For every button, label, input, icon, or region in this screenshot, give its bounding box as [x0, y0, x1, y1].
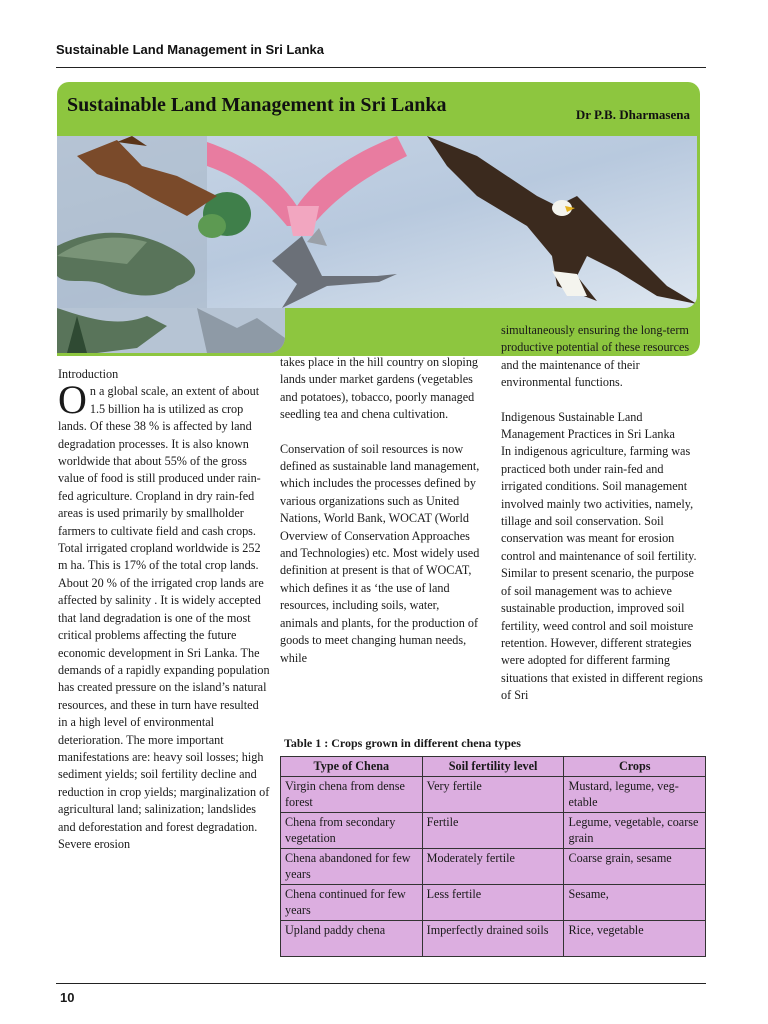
table-cell: Chena abandoned for few years [281, 848, 423, 884]
article-author: Dr P.B. Dharmasena [575, 107, 690, 122]
table-cell: Sesame, [564, 884, 706, 920]
drop-cap: O [58, 377, 87, 423]
table-row [281, 812, 706, 848]
text-column-2 [280, 354, 480, 667]
paragraph: takes place in the hill country on sloping lands under market gardens (vegetables and potatoes), tobacco, poorly managed seedling tea and chena cultivation. [280, 355, 479, 422]
table-header-cell: Soil fertility level [422, 757, 564, 777]
paragraph: Conservation of soil resources is now defined as sustainable land management, which includes the processes defined by various organizations such as United Nations, World Bank, WOCAT (World Overview of Conservation Approaches and Technologies) etc. Most widely used definition at present is that of WOCAT, which defines it as ‘the use of land resources, including soils, water, animals and plants, for the production of goods to meet changing human needs, while [280, 441, 480, 665]
text-column-3 [501, 322, 706, 705]
table-cell: Chena from secondary vegetation [281, 812, 423, 848]
table-header-cell: Type of Chena [281, 757, 423, 777]
table-cell: Very fertile [422, 776, 564, 812]
table-cell: Fertile [422, 812, 564, 848]
table-cell: Coarse grain, sesame [564, 848, 706, 884]
birds-photo-lower [57, 308, 285, 353]
table-cell: Imperfectly drained soils [422, 920, 564, 956]
table-cell: Virgin chena from dense forest [281, 776, 423, 812]
chena-crops-table [280, 756, 706, 957]
birds-photo [57, 136, 697, 308]
table-header-row [281, 757, 706, 777]
table-cell: Mustard, legume, veg-etable [564, 776, 706, 812]
article-title: Sustainable Land Management in Sri Lanka [67, 94, 447, 116]
section-heading-indigenous: Indigenous Sustainable Land Management Practices in Sri Lanka [501, 409, 675, 442]
paragraph: simultaneously ensuring the long-term productive potential of these resources and the maintenance of their environmental functions. [501, 323, 690, 390]
footer-rule [56, 983, 706, 984]
table-caption: Table 1 : Crops grown in different chena types [284, 736, 521, 750]
text-column-1 [58, 366, 270, 853]
table-row [281, 884, 706, 920]
table-header-cell: Crops [564, 757, 706, 777]
page-number: 10 [60, 990, 75, 1005]
table-row [281, 776, 706, 812]
intro-paragraph [58, 377, 270, 853]
section-heading-introduction: Introduction [58, 367, 119, 381]
running-head: Sustainable Land Management in Sri Lanka [56, 42, 325, 57]
title-banner [57, 82, 700, 136]
header-rule [56, 67, 706, 68]
table-cell: Chena continued for few years [281, 884, 423, 920]
table-cell: Upland paddy chena [281, 920, 423, 956]
intro-text: n a global scale, an extent of about 1.5 billion ha is utilized as crop lands. Of these 38 % is affected by land degradation processes. It is also known worldwide that about 55% of the gross value of food is still produced under rain-fed agriculture. Cropland in dry rain-fed areas is used primarily by smallholder farmers to cultivate field and cash crops. Total irrigated cropland worldwide is 252 m ha. This is 17% of the total crop lands. About 20 % of the irrigated crop lands are affected by salinity . It is widely accepted that land degradation is one of the most critical problems affecting the future economic development in Sri Lanka. The demands of a rapidly expanding population has created pressure on the island’s natural resources, and these in turn have resulted in a high level of environmental deterioration. The more important manifestations are: heavy soil losses; high sediment yields; soil fertility decline and reduction in crop yields; marginalization of agricultural land; salinization; landslides and deforestation and forest degradation. Severe erosion [58, 384, 270, 851]
table-cell: Rice, vegetable [564, 920, 706, 956]
table-row [281, 920, 706, 956]
table-cell: Legume, vegetable, coarse grain [564, 812, 706, 848]
table-cell: Less fertile [422, 884, 564, 920]
table-row [281, 848, 706, 884]
paragraph: In indigenous agriculture, farming was practiced both under rain-fed and irrigated conditions. Soil management involved mainly two activities, namely, tillage and soil conservation. Soil conservation was meant for erosion control and maintenance of soil fertility. Similar to present scenario, the purpose of soil management was to achieve sustainable production, improved soil fertility, weed control and soil moisture retention. However, different strategies were adopted for different farming situations that existed in different regions of Sri [501, 444, 703, 703]
table-cell: Moderately fertile [422, 848, 564, 884]
